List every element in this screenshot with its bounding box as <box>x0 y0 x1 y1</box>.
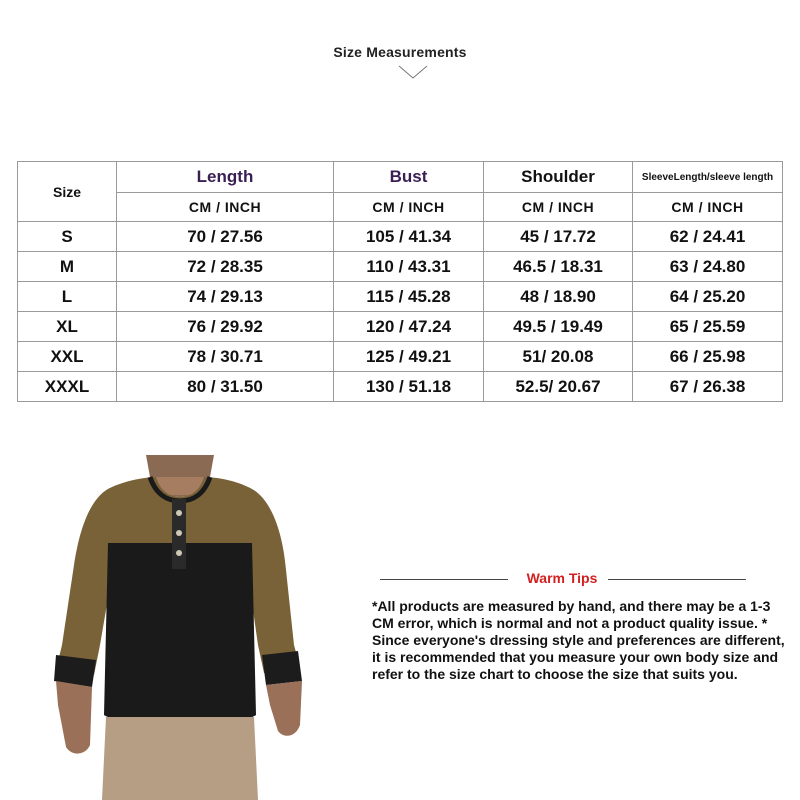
warm-tips-header <box>372 570 792 590</box>
shoulder-cell: 51/ 20.08 <box>484 342 633 372</box>
table-row <box>18 312 783 342</box>
shirt-button <box>176 510 182 516</box>
bust-cell: 120 / 47.24 <box>334 312 484 342</box>
size-cell: XXXL <box>18 372 117 402</box>
sleeve-cell: 64 / 25.20 <box>633 282 783 312</box>
sleeve-column-header: SleeveLength/sleeve length <box>633 162 783 193</box>
shoulder-cell: 46.5 / 18.31 <box>484 252 633 282</box>
shoulder-cell: 45 / 17.72 <box>484 222 633 252</box>
sleeve-cell: 67 / 26.38 <box>633 372 783 402</box>
shirt-button <box>176 530 182 536</box>
table-row <box>18 282 783 312</box>
shoulder-cell: 49.5 / 19.49 <box>484 312 633 342</box>
size-column-header: Size <box>18 162 117 222</box>
bust-cell: 125 / 49.21 <box>334 342 484 372</box>
shoulder-cell: 48 / 18.90 <box>484 282 633 312</box>
warm-tips-text: *All products are measured by hand, and there may be a 1-3 CM error, which is normal and not a product quality issue. * Since everyone's dressing style and preferences are different, it is recommended that you measure your own body size and refer to the size chart to choose the size that suits you. <box>372 598 785 682</box>
bust-cell: 105 / 41.34 <box>334 222 484 252</box>
model-right-hand <box>266 681 302 736</box>
sleeve-cell: 62 / 24.41 <box>633 222 783 252</box>
table-row <box>18 222 783 252</box>
table-row <box>18 342 783 372</box>
chevron-down-icon <box>398 64 428 80</box>
page-title: Size Measurements <box>333 44 467 60</box>
size-cell: M <box>18 252 117 282</box>
model-pants <box>102 717 258 800</box>
length-cell: 76 / 29.92 <box>117 312 334 342</box>
shirt-left-sleeve <box>56 487 112 675</box>
header <box>0 44 800 60</box>
length-cell: 80 / 31.50 <box>117 372 334 402</box>
table-row <box>18 252 783 282</box>
size-cell: L <box>18 282 117 312</box>
table-unit-row <box>18 193 783 222</box>
length-column-header: Length <box>117 162 334 193</box>
size-cell: XXL <box>18 342 117 372</box>
unit-label: CM / INCH <box>633 193 783 222</box>
size-cell: XL <box>18 312 117 342</box>
size-chart-table <box>17 161 783 402</box>
bust-cell: 130 / 51.18 <box>334 372 484 402</box>
sleeve-cell: 63 / 24.80 <box>633 252 783 282</box>
shirt-button <box>176 550 182 556</box>
unit-label: CM / INCH <box>117 193 334 222</box>
sleeve-cell: 66 / 25.98 <box>633 342 783 372</box>
table-header-row <box>18 162 783 193</box>
shoulder-column-header: Shoulder <box>484 162 633 193</box>
length-cell: 74 / 29.13 <box>117 282 334 312</box>
shirt-body <box>104 543 256 724</box>
unit-label: CM / INCH <box>334 193 484 222</box>
length-cell: 72 / 28.35 <box>117 252 334 282</box>
size-cell: S <box>18 222 117 252</box>
bust-column-header: Bust <box>334 162 484 193</box>
model-left-hand <box>56 681 92 754</box>
shirt-right-cuff <box>262 651 302 685</box>
bust-cell: 115 / 45.28 <box>334 282 484 312</box>
bust-cell: 110 / 43.31 <box>334 252 484 282</box>
sleeve-cell: 65 / 25.59 <box>633 312 783 342</box>
length-cell: 78 / 30.71 <box>117 342 334 372</box>
product-image <box>0 455 330 800</box>
table-row <box>18 372 783 402</box>
unit-label: CM / INCH <box>484 193 633 222</box>
shirt-right-sleeve <box>248 487 300 673</box>
shoulder-cell: 52.5/ 20.67 <box>484 372 633 402</box>
warm-tips-section <box>372 570 792 683</box>
length-cell: 70 / 27.56 <box>117 222 334 252</box>
warm-tips-title: Warm Tips <box>519 570 606 586</box>
